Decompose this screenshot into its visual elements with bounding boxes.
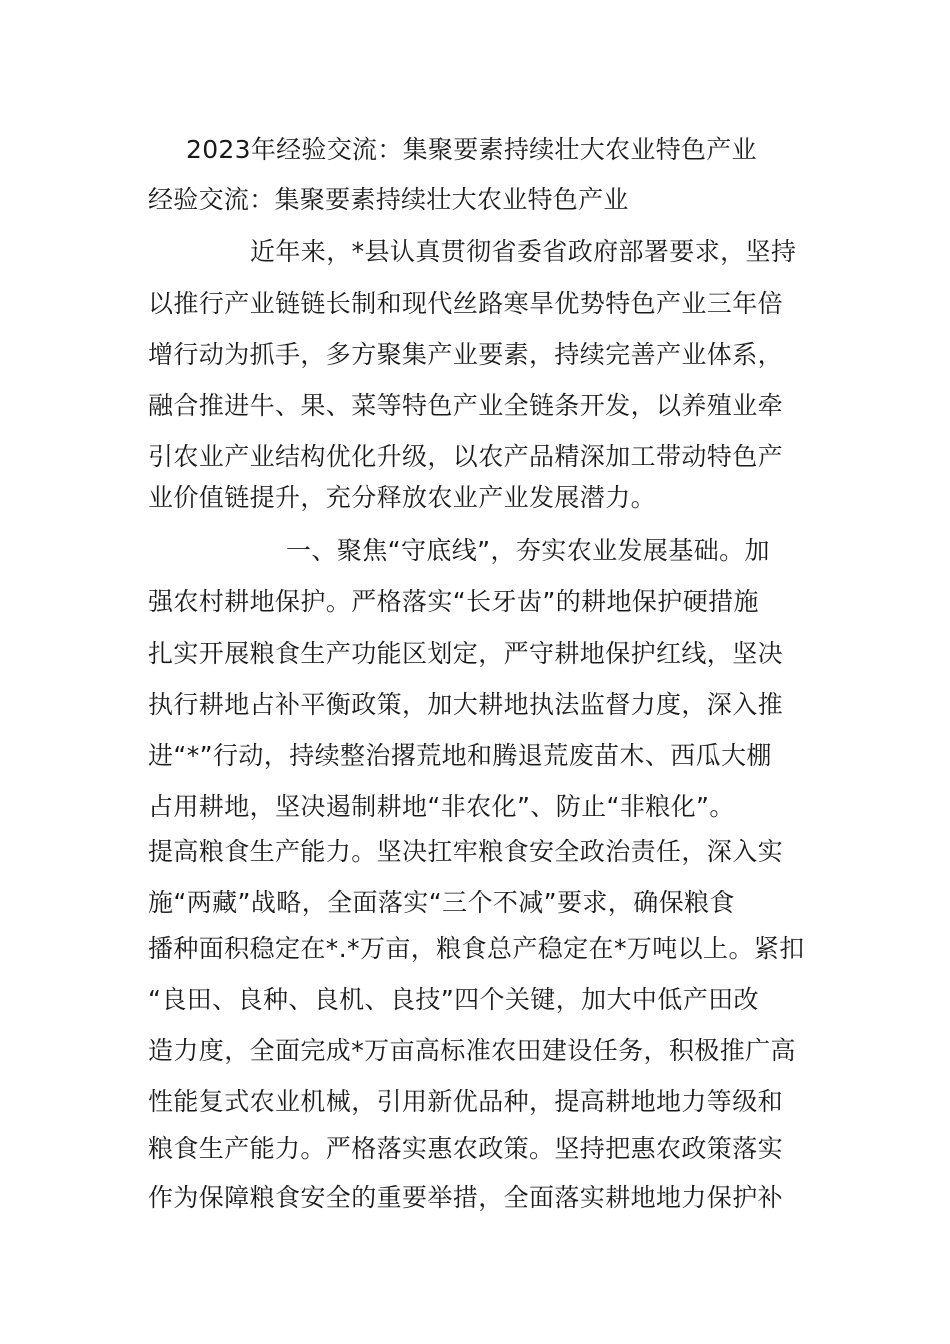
paragraph-2-line: 一、聚焦“守底线”，夯实农业发展基础。加 (286, 536, 770, 565)
paragraph-2-line: 造力度，全面完成*万亩高标准农田建设任务，积极推广高 (148, 1036, 796, 1065)
paragraph-2-line: 进“*”行动，持续整治撂荒地和腾退荒废苗木、西瓜大棚 (148, 741, 772, 770)
paragraph-2-line: 占用耕地，坚决遏制耕地“非农化”、防止“非粮化”。 (148, 792, 735, 821)
paragraph-1-line: 近年来，*县认真贯彻省委省政府部署要求，坚持 (250, 237, 797, 266)
paragraph-1-line: 业价值链提升，充分释放农业产业发展潜力。 (148, 483, 657, 512)
paragraph-2-line: 施“两藏”战略，全面落实“三个不减”要求，确保粮食 (148, 888, 735, 917)
paragraph-2-line: 作为保障粮食安全的重要举措，全面落实耕地地力保护补 (148, 1183, 784, 1212)
paragraph-2-line: 强农村耕地保护。严格落实“长牙齿”的耕地保护硬措施 (148, 587, 759, 616)
paragraph-1-line: 融合推进牛、果、菜等特色产业全链条开发，以养殖业牵 (148, 391, 784, 420)
paragraph-1-line: 以推行产业链链长制和现代丝路寒旱优势特色产业三年倍 (148, 289, 784, 318)
paragraph-2-line: 扎实开展粮食生产功能区划定，严守耕地保护红线，坚决 (148, 639, 784, 668)
document-title: 2023年经验交流：集聚要素持续壮大农业特色产业 (186, 135, 757, 164)
paragraph-2-line: 提高粮食生产能力。坚决扛牢粮食安全政治责任，深入实 (148, 837, 784, 866)
paragraph-2-line: “良田、良种、良机、良技”四个关键，加大中低产田改 (148, 985, 759, 1014)
paragraph-2-line: 粮食生产能力。严格落实惠农政策。坚持把惠农政策落实 (148, 1134, 784, 1163)
paragraph-2-line: 执行耕地占补平衡政策，加大耕地执法监督力度，深入推 (148, 690, 784, 719)
paragraph-1-line: 引农业产业结构优化升级，以农产品精深加工带动特色产 (148, 442, 784, 471)
document-subtitle: 经验交流：集聚要素持续壮大农业特色产业 (148, 185, 629, 214)
paragraph-2-line: 播种面积稳定在*.*万亩，粮食总产稳定在*万吨以上。紧扣 (148, 934, 805, 963)
paragraph-1-line: 增行动为抓手，多方聚集产业要素，持续完善产业体系， (148, 340, 784, 369)
paragraph-2-line: 性能复式农业机械，引用新优品种，提高耕地地力等级和 (148, 1087, 784, 1116)
